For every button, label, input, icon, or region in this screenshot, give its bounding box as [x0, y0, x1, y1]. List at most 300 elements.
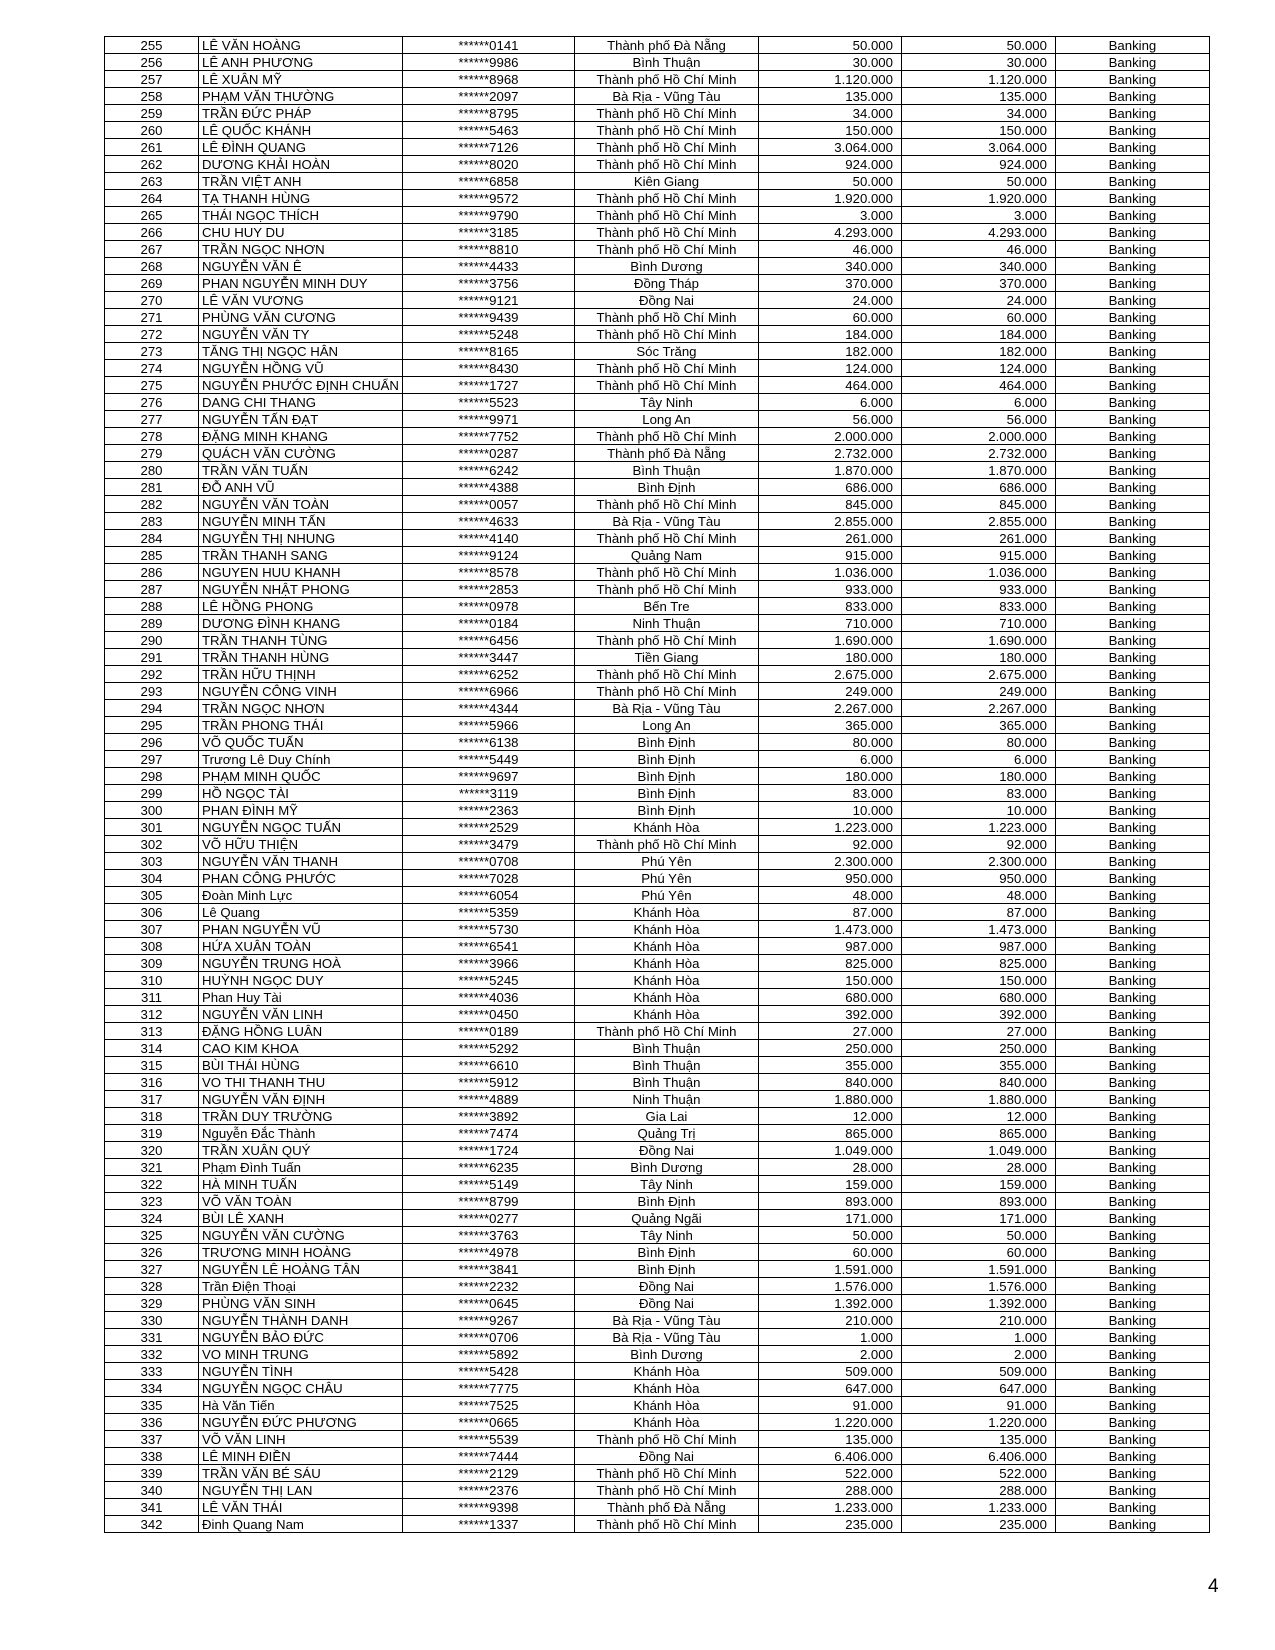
received-amount-cell: 1.392.000: [901, 1295, 1055, 1312]
received-amount-cell: 2.675.000: [901, 666, 1055, 683]
account-cell: ******0287: [402, 445, 574, 462]
method-cell: Banking: [1055, 513, 1209, 530]
account-cell: ******7752: [402, 428, 574, 445]
received-amount-cell: 27.000: [901, 1023, 1055, 1040]
table-row: [105, 1329, 1210, 1346]
received-amount-cell: 2.267.000: [901, 700, 1055, 717]
table-row: [105, 190, 1210, 207]
account-cell: ******7775: [402, 1380, 574, 1397]
name-cell: NGUYỄN VĂN LINH: [199, 1006, 403, 1023]
received-amount-cell: 1.220.000: [901, 1414, 1055, 1431]
received-amount-cell: 3.064.000: [901, 139, 1055, 156]
province-cell: Đồng Nai: [574, 292, 758, 309]
name-cell: LÊ ANH PHƯƠNG: [199, 54, 403, 71]
province-cell: Ninh Thuận: [574, 1091, 758, 1108]
row-number-cell: 305: [105, 887, 199, 904]
received-amount-cell: 150.000: [901, 972, 1055, 989]
account-cell: ******8795: [402, 105, 574, 122]
amount-cell: 159.000: [758, 1176, 901, 1193]
method-cell: Banking: [1055, 751, 1209, 768]
province-cell: Bà Rịa - Vũng Tàu: [574, 1312, 758, 1329]
method-cell: Banking: [1055, 632, 1209, 649]
received-amount-cell: 340.000: [901, 258, 1055, 275]
table-row: [105, 1295, 1210, 1312]
name-cell: NGUYỄN VĂN TY: [199, 326, 403, 343]
account-cell: ******5149: [402, 1176, 574, 1193]
amount-cell: 184.000: [758, 326, 901, 343]
amount-cell: 522.000: [758, 1465, 901, 1482]
received-amount-cell: 235.000: [901, 1516, 1055, 1533]
method-cell: Banking: [1055, 394, 1209, 411]
name-cell: NGUYỄN VĂN THANH: [199, 853, 403, 870]
received-amount-cell: 3.000: [901, 207, 1055, 224]
province-cell: Sóc Trăng: [574, 343, 758, 360]
name-cell: ĐẶNG HỒNG LUÂN: [199, 1023, 403, 1040]
name-cell: TĂNG THỊ NGỌC HÂN: [199, 343, 403, 360]
received-amount-cell: 4.293.000: [901, 224, 1055, 241]
account-cell: ******0708: [402, 853, 574, 870]
province-cell: Khánh Hòa: [574, 1363, 758, 1380]
row-number-cell: 258: [105, 88, 199, 105]
amount-cell: 135.000: [758, 1431, 901, 1448]
table-row: [105, 887, 1210, 904]
row-number-cell: 278: [105, 428, 199, 445]
received-amount-cell: 180.000: [901, 768, 1055, 785]
row-number-cell: 295: [105, 717, 199, 734]
province-cell: Thành phố Hồ Chí Minh: [574, 377, 758, 394]
table-row: [105, 1278, 1210, 1295]
received-amount-cell: 159.000: [901, 1176, 1055, 1193]
account-cell: ******0141: [402, 37, 574, 54]
row-number-cell: 308: [105, 938, 199, 955]
account-cell: ******5730: [402, 921, 574, 938]
account-cell: ******5449: [402, 751, 574, 768]
table-row: [105, 1261, 1210, 1278]
name-cell: Hà Văn Tiến: [199, 1397, 403, 1414]
row-number-cell: 309: [105, 955, 199, 972]
amount-cell: 680.000: [758, 989, 901, 1006]
table-row: [105, 1074, 1210, 1091]
name-cell: TRẦN NGỌC NHƠN: [199, 241, 403, 258]
amount-cell: 1.223.000: [758, 819, 901, 836]
table-row: [105, 717, 1210, 734]
received-amount-cell: 261.000: [901, 530, 1055, 547]
name-cell: LÊ MINH ĐIỀN: [199, 1448, 403, 1465]
method-cell: Banking: [1055, 836, 1209, 853]
table-row: [105, 292, 1210, 309]
account-cell: ******9121: [402, 292, 574, 309]
amount-cell: 840.000: [758, 1074, 901, 1091]
account-cell: ******4388: [402, 479, 574, 496]
received-amount-cell: 2.732.000: [901, 445, 1055, 462]
row-number-cell: 304: [105, 870, 199, 887]
province-cell: Bình Định: [574, 785, 758, 802]
account-cell: ******8165: [402, 343, 574, 360]
table-row: [105, 479, 1210, 496]
row-number-cell: 331: [105, 1329, 199, 1346]
table-row: [105, 1108, 1210, 1125]
province-cell: Tiền Giang: [574, 649, 758, 666]
received-amount-cell: 92.000: [901, 836, 1055, 853]
method-cell: Banking: [1055, 1142, 1209, 1159]
table-row: [105, 71, 1210, 88]
table-row: [105, 411, 1210, 428]
name-cell: Phạm Đình Tuấn: [199, 1159, 403, 1176]
amount-cell: 28.000: [758, 1159, 901, 1176]
name-cell: NGUYỄN PHƯỚC ĐỊNH CHUẨN: [199, 377, 403, 394]
method-cell: Banking: [1055, 462, 1209, 479]
method-cell: Banking: [1055, 445, 1209, 462]
name-cell: PHẠM VĂN THƯỜNG: [199, 88, 403, 105]
received-amount-cell: 1.233.000: [901, 1499, 1055, 1516]
amount-cell: 1.233.000: [758, 1499, 901, 1516]
province-cell: Tây Ninh: [574, 1176, 758, 1193]
method-cell: Banking: [1055, 258, 1209, 275]
method-cell: Banking: [1055, 717, 1209, 734]
method-cell: Banking: [1055, 564, 1209, 581]
method-cell: Banking: [1055, 1431, 1209, 1448]
province-cell: Quảng Nam: [574, 547, 758, 564]
province-cell: Khánh Hòa: [574, 938, 758, 955]
method-cell: Banking: [1055, 921, 1209, 938]
received-amount-cell: 950.000: [901, 870, 1055, 887]
table-row: [105, 173, 1210, 190]
name-cell: NGUYỄN VĂN Ê: [199, 258, 403, 275]
account-cell: ******2232: [402, 1278, 574, 1295]
row-number-cell: 298: [105, 768, 199, 785]
amount-cell: 2.675.000: [758, 666, 901, 683]
name-cell: LÊ QUỐC KHÁNH: [199, 122, 403, 139]
account-cell: ******5892: [402, 1346, 574, 1363]
account-cell: ******1724: [402, 1142, 574, 1159]
amount-cell: 92.000: [758, 836, 901, 853]
received-amount-cell: 1.870.000: [901, 462, 1055, 479]
received-amount-cell: 91.000: [901, 1397, 1055, 1414]
amount-cell: 355.000: [758, 1057, 901, 1074]
amount-cell: 91.000: [758, 1397, 901, 1414]
table-row: [105, 921, 1210, 938]
province-cell: Đồng Nai: [574, 1142, 758, 1159]
province-cell: Thành phố Hồ Chí Minh: [574, 581, 758, 598]
row-number-cell: 265: [105, 207, 199, 224]
name-cell: Nguyễn Đắc Thành: [199, 1125, 403, 1142]
row-number-cell: 335: [105, 1397, 199, 1414]
received-amount-cell: 150.000: [901, 122, 1055, 139]
amount-cell: 3.000: [758, 207, 901, 224]
name-cell: NGUYỄN VĂN CƯỜNG: [199, 1227, 403, 1244]
account-cell: ******0665: [402, 1414, 574, 1431]
account-cell: ******7474: [402, 1125, 574, 1142]
account-cell: ******7525: [402, 1397, 574, 1414]
row-number-cell: 293: [105, 683, 199, 700]
account-cell: ******6242: [402, 462, 574, 479]
received-amount-cell: 365.000: [901, 717, 1055, 734]
province-cell: Khánh Hòa: [574, 972, 758, 989]
received-amount-cell: 686.000: [901, 479, 1055, 496]
table-row: [105, 1040, 1210, 1057]
received-amount-cell: 12.000: [901, 1108, 1055, 1125]
name-cell: VO THI THANH THU: [199, 1074, 403, 1091]
name-cell: NGUYỄN THỊ NHUNG: [199, 530, 403, 547]
method-cell: Banking: [1055, 54, 1209, 71]
row-number-cell: 290: [105, 632, 199, 649]
table-row: [105, 972, 1210, 989]
province-cell: Đồng Nai: [574, 1278, 758, 1295]
received-amount-cell: 1.473.000: [901, 921, 1055, 938]
account-cell: ******4633: [402, 513, 574, 530]
amount-cell: 392.000: [758, 1006, 901, 1023]
table-row: [105, 1312, 1210, 1329]
method-cell: Banking: [1055, 870, 1209, 887]
province-cell: Thành phố Đà Nẵng: [574, 445, 758, 462]
row-number-cell: 292: [105, 666, 199, 683]
name-cell: VÕ HỮU THIỆN: [199, 836, 403, 853]
province-cell: Tây Ninh: [574, 394, 758, 411]
amount-cell: 6.000: [758, 751, 901, 768]
method-cell: Banking: [1055, 207, 1209, 224]
account-cell: ******5428: [402, 1363, 574, 1380]
method-cell: Banking: [1055, 1193, 1209, 1210]
table-row: [105, 1414, 1210, 1431]
account-cell: ******2129: [402, 1465, 574, 1482]
account-cell: ******6966: [402, 683, 574, 700]
account-cell: ******3756: [402, 275, 574, 292]
amount-cell: 1.920.000: [758, 190, 901, 207]
amount-cell: 1.591.000: [758, 1261, 901, 1278]
account-cell: ******5248: [402, 326, 574, 343]
account-cell: ******9124: [402, 547, 574, 564]
row-number-cell: 325: [105, 1227, 199, 1244]
table-row: [105, 938, 1210, 955]
amount-cell: 261.000: [758, 530, 901, 547]
amount-cell: 987.000: [758, 938, 901, 955]
account-cell: ******0057: [402, 496, 574, 513]
received-amount-cell: 840.000: [901, 1074, 1055, 1091]
row-number-cell: 274: [105, 360, 199, 377]
name-cell: TRẦN NGỌC NHƠN: [199, 700, 403, 717]
table-row: [105, 1159, 1210, 1176]
row-number-cell: 336: [105, 1414, 199, 1431]
amount-cell: 1.120.000: [758, 71, 901, 88]
method-cell: Banking: [1055, 989, 1209, 1006]
table-row: [105, 445, 1210, 462]
account-cell: ******5245: [402, 972, 574, 989]
received-amount-cell: 1.223.000: [901, 819, 1055, 836]
name-cell: TRẦN ĐỨC PHÁP: [199, 105, 403, 122]
received-amount-cell: 184.000: [901, 326, 1055, 343]
row-number-cell: 284: [105, 530, 199, 547]
amount-cell: 210.000: [758, 1312, 901, 1329]
amount-cell: 833.000: [758, 598, 901, 615]
table-row: [105, 1431, 1210, 1448]
province-cell: Khánh Hòa: [574, 904, 758, 921]
method-cell: Banking: [1055, 292, 1209, 309]
table-row: [105, 1482, 1210, 1499]
province-cell: Bình Định: [574, 751, 758, 768]
account-cell: ******0184: [402, 615, 574, 632]
method-cell: Banking: [1055, 972, 1209, 989]
amount-cell: 171.000: [758, 1210, 901, 1227]
province-cell: Thành phố Hồ Chí Minh: [574, 428, 758, 445]
amount-cell: 150.000: [758, 122, 901, 139]
received-amount-cell: 933.000: [901, 581, 1055, 598]
table-row: [105, 275, 1210, 292]
table-row: [105, 326, 1210, 343]
amount-cell: 1.870.000: [758, 462, 901, 479]
province-cell: Khánh Hòa: [574, 921, 758, 938]
account-cell: ******9267: [402, 1312, 574, 1329]
province-cell: Khánh Hòa: [574, 1006, 758, 1023]
amount-cell: 464.000: [758, 377, 901, 394]
method-cell: Banking: [1055, 1448, 1209, 1465]
table-row: [105, 122, 1210, 139]
row-number-cell: 297: [105, 751, 199, 768]
name-cell: NGUYỄN MINH TẤN: [199, 513, 403, 530]
account-cell: ******3119: [402, 785, 574, 802]
account-cell: ******5292: [402, 1040, 574, 1057]
account-cell: ******7126: [402, 139, 574, 156]
amount-cell: 2.855.000: [758, 513, 901, 530]
row-number-cell: 281: [105, 479, 199, 496]
row-number-cell: 256: [105, 54, 199, 71]
table-row: [105, 989, 1210, 1006]
received-amount-cell: 34.000: [901, 105, 1055, 122]
table-row: [105, 615, 1210, 632]
method-cell: Banking: [1055, 1516, 1209, 1533]
name-cell: VÕ VĂN TOÀN: [199, 1193, 403, 1210]
method-cell: Banking: [1055, 1091, 1209, 1108]
table-row: [105, 547, 1210, 564]
amount-cell: 1.473.000: [758, 921, 901, 938]
table-body: [105, 37, 1210, 1533]
row-number-cell: 322: [105, 1176, 199, 1193]
method-cell: Banking: [1055, 37, 1209, 54]
account-cell: ******1727: [402, 377, 574, 394]
table-row: [105, 870, 1210, 887]
received-amount-cell: 464.000: [901, 377, 1055, 394]
row-number-cell: 314: [105, 1040, 199, 1057]
amount-cell: 1.220.000: [758, 1414, 901, 1431]
name-cell: VÕ VĂN LINH: [199, 1431, 403, 1448]
received-amount-cell: 135.000: [901, 1431, 1055, 1448]
name-cell: VÕ QUỐC TUẤN: [199, 734, 403, 751]
province-cell: Thành phố Hồ Chí Minh: [574, 666, 758, 683]
amount-cell: 2.000.000: [758, 428, 901, 445]
name-cell: TRẦN THANH TÙNG: [199, 632, 403, 649]
method-cell: Banking: [1055, 309, 1209, 326]
method-cell: Banking: [1055, 904, 1209, 921]
table-row: [105, 1363, 1210, 1380]
received-amount-cell: 509.000: [901, 1363, 1055, 1380]
method-cell: Banking: [1055, 1278, 1209, 1295]
name-cell: NGUYỄN CÔNG VINH: [199, 683, 403, 700]
row-number-cell: 333: [105, 1363, 199, 1380]
name-cell: NGUYEN HUU KHANH: [199, 564, 403, 581]
received-amount-cell: 680.000: [901, 989, 1055, 1006]
province-cell: Thành phố Hồ Chí Minh: [574, 326, 758, 343]
name-cell: Phan Huy Tài: [199, 989, 403, 1006]
province-cell: Long An: [574, 411, 758, 428]
amount-cell: 6.000: [758, 394, 901, 411]
table-row: [105, 343, 1210, 360]
table-row: [105, 1057, 1210, 1074]
account-cell: ******2097: [402, 88, 574, 105]
row-number-cell: 275: [105, 377, 199, 394]
table-row: [105, 955, 1210, 972]
method-cell: Banking: [1055, 411, 1209, 428]
amount-cell: 50.000: [758, 37, 901, 54]
province-cell: Khánh Hòa: [574, 955, 758, 972]
table-row: [105, 207, 1210, 224]
name-cell: NGUYỄN THÀNH DANH: [199, 1312, 403, 1329]
name-cell: BÙI THÁI HÙNG: [199, 1057, 403, 1074]
row-number-cell: 319: [105, 1125, 199, 1142]
method-cell: Banking: [1055, 105, 1209, 122]
received-amount-cell: 87.000: [901, 904, 1055, 921]
province-cell: Bình Dương: [574, 1159, 758, 1176]
method-cell: Banking: [1055, 1312, 1209, 1329]
received-amount-cell: 249.000: [901, 683, 1055, 700]
name-cell: HÀ MINH TUẤN: [199, 1176, 403, 1193]
province-cell: Thành phố Hồ Chí Minh: [574, 207, 758, 224]
amount-cell: 647.000: [758, 1380, 901, 1397]
row-number-cell: 334: [105, 1380, 199, 1397]
row-number-cell: 329: [105, 1295, 199, 1312]
method-cell: Banking: [1055, 326, 1209, 343]
row-number-cell: 327: [105, 1261, 199, 1278]
amount-cell: 1.392.000: [758, 1295, 901, 1312]
received-amount-cell: 182.000: [901, 343, 1055, 360]
table-row: [105, 632, 1210, 649]
name-cell: LÊ VĂN THÁI: [199, 1499, 403, 1516]
province-cell: Thành phố Hồ Chí Minh: [574, 224, 758, 241]
method-cell: Banking: [1055, 819, 1209, 836]
received-amount-cell: 60.000: [901, 309, 1055, 326]
name-cell: TRẦN HỮU THỊNH: [199, 666, 403, 683]
province-cell: Phú Yên: [574, 887, 758, 904]
data-table: [104, 36, 1210, 1533]
name-cell: LÊ ĐÌNH QUANG: [199, 139, 403, 156]
name-cell: Trần Điện Thoại: [199, 1278, 403, 1295]
amount-cell: 933.000: [758, 581, 901, 598]
account-cell: ******8968: [402, 71, 574, 88]
method-cell: Banking: [1055, 1057, 1209, 1074]
account-cell: ******0189: [402, 1023, 574, 1040]
amount-cell: 46.000: [758, 241, 901, 258]
account-cell: ******5912: [402, 1074, 574, 1091]
table-row: [105, 1091, 1210, 1108]
name-cell: TRẦN XUÂN QUÝ: [199, 1142, 403, 1159]
amount-cell: 180.000: [758, 768, 901, 785]
row-number-cell: 276: [105, 394, 199, 411]
row-number-cell: 341: [105, 1499, 199, 1516]
province-cell: Bà Rịa - Vũng Tàu: [574, 1329, 758, 1346]
table-row: [105, 1142, 1210, 1159]
row-number-cell: 320: [105, 1142, 199, 1159]
province-cell: Thành phố Hồ Chí Minh: [574, 1482, 758, 1499]
amount-cell: 924.000: [758, 156, 901, 173]
row-number-cell: 330: [105, 1312, 199, 1329]
row-number-cell: 326: [105, 1244, 199, 1261]
method-cell: Banking: [1055, 156, 1209, 173]
account-cell: ******6541: [402, 938, 574, 955]
table-row: [105, 428, 1210, 445]
amount-cell: 249.000: [758, 683, 901, 700]
table-row: [105, 360, 1210, 377]
account-cell: ******3892: [402, 1108, 574, 1125]
amount-cell: 250.000: [758, 1040, 901, 1057]
row-number-cell: 312: [105, 1006, 199, 1023]
